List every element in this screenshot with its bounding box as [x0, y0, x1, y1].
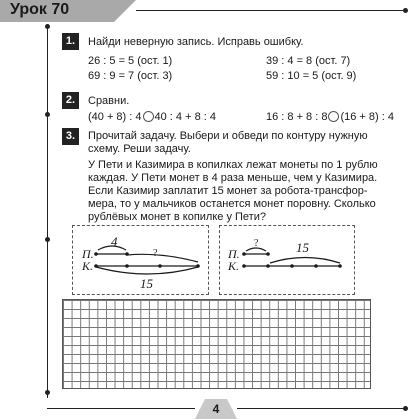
scheme-left — [81, 234, 158, 291]
point — [242, 252, 246, 256]
point — [242, 264, 246, 268]
brace-question — [127, 254, 198, 262]
label-petya: П. — [82, 247, 94, 261]
task-1-item: 39 : 4 = 8 (ост. 7) — [266, 55, 351, 67]
task-2-instruction: Сравни. — [88, 95, 130, 107]
brace-question — [246, 248, 266, 251]
label-kazimir: К. — [228, 259, 239, 273]
problem-line: Если Казимир заплатит 15 монет за робота-трансфор- — [88, 185, 368, 197]
top-value: 4 — [111, 234, 118, 249]
brace-15 — [96, 267, 198, 274]
point — [266, 252, 270, 256]
point — [158, 264, 162, 268]
footer-rule-right — [237, 408, 405, 409]
task-2-number: 2. — [62, 92, 79, 109]
problem-line: рублёвых монет в копилке у Пети? — [88, 211, 266, 223]
task-1-item: 59 : 10 = 5 (ост. 9) — [266, 70, 357, 82]
bottom-value: 15 — [140, 276, 153, 291]
expression: (16 + 8) : 4 — [340, 111, 394, 123]
task-1-number: 1. — [62, 33, 79, 50]
page-tab-corner — [195, 399, 205, 419]
point — [125, 264, 129, 268]
instruction-line: схему. Реши задачу. — [88, 143, 191, 155]
point — [125, 252, 129, 256]
question-mark: ? — [254, 238, 259, 249]
point — [94, 264, 98, 268]
brace-15 — [270, 258, 340, 264]
point — [266, 264, 270, 268]
footer-rule-dot — [403, 406, 408, 411]
scheme-left-lines — [96, 246, 198, 274]
problem-line: У Пети и Казимира в копилках лежат монеты по 1 рублю — [88, 159, 378, 171]
point — [338, 264, 342, 268]
task-1-item: 69 : 9 = 7 (ост. 3) — [88, 70, 173, 82]
scheme-right-lines — [244, 248, 340, 266]
top-value: 15 — [296, 240, 309, 255]
lesson-title: Урок 70 — [10, 1, 70, 18]
point — [290, 264, 294, 268]
answer-grid[interactable] — [62, 299, 371, 389]
problem-line: каждая. У Пети монет в 4 раза меньше, чем у Казимира. — [88, 172, 378, 184]
point — [196, 264, 200, 268]
expression: (40 + 8) : 4 — [88, 111, 142, 123]
task-1-instruction: Найди неверную запись. Исправь ошибку. — [88, 36, 304, 48]
page-number: 4 — [205, 399, 227, 419]
expression: 40 : 4 + 8 : 4 — [154, 111, 216, 123]
instruction-line: Прочитай задачу. Выбери и обведи по контуру нужную — [88, 130, 368, 142]
expression: 16 : 8 + 8 : 8 — [266, 111, 328, 123]
problem-line: мера, то у мальчиков останется монет поровну. Сколько — [88, 198, 376, 210]
page-tab-corner — [227, 399, 237, 419]
label-kazimir: К. — [82, 259, 93, 273]
footer-rule-left — [47, 408, 195, 409]
point — [94, 252, 98, 256]
label-petya: П. — [228, 247, 240, 261]
task-3-number: 3. — [62, 128, 79, 145]
point — [314, 264, 318, 268]
question-mark: ? — [153, 248, 158, 259]
task-1-item: 26 : 5 = 5 (ост. 1) — [88, 55, 173, 67]
